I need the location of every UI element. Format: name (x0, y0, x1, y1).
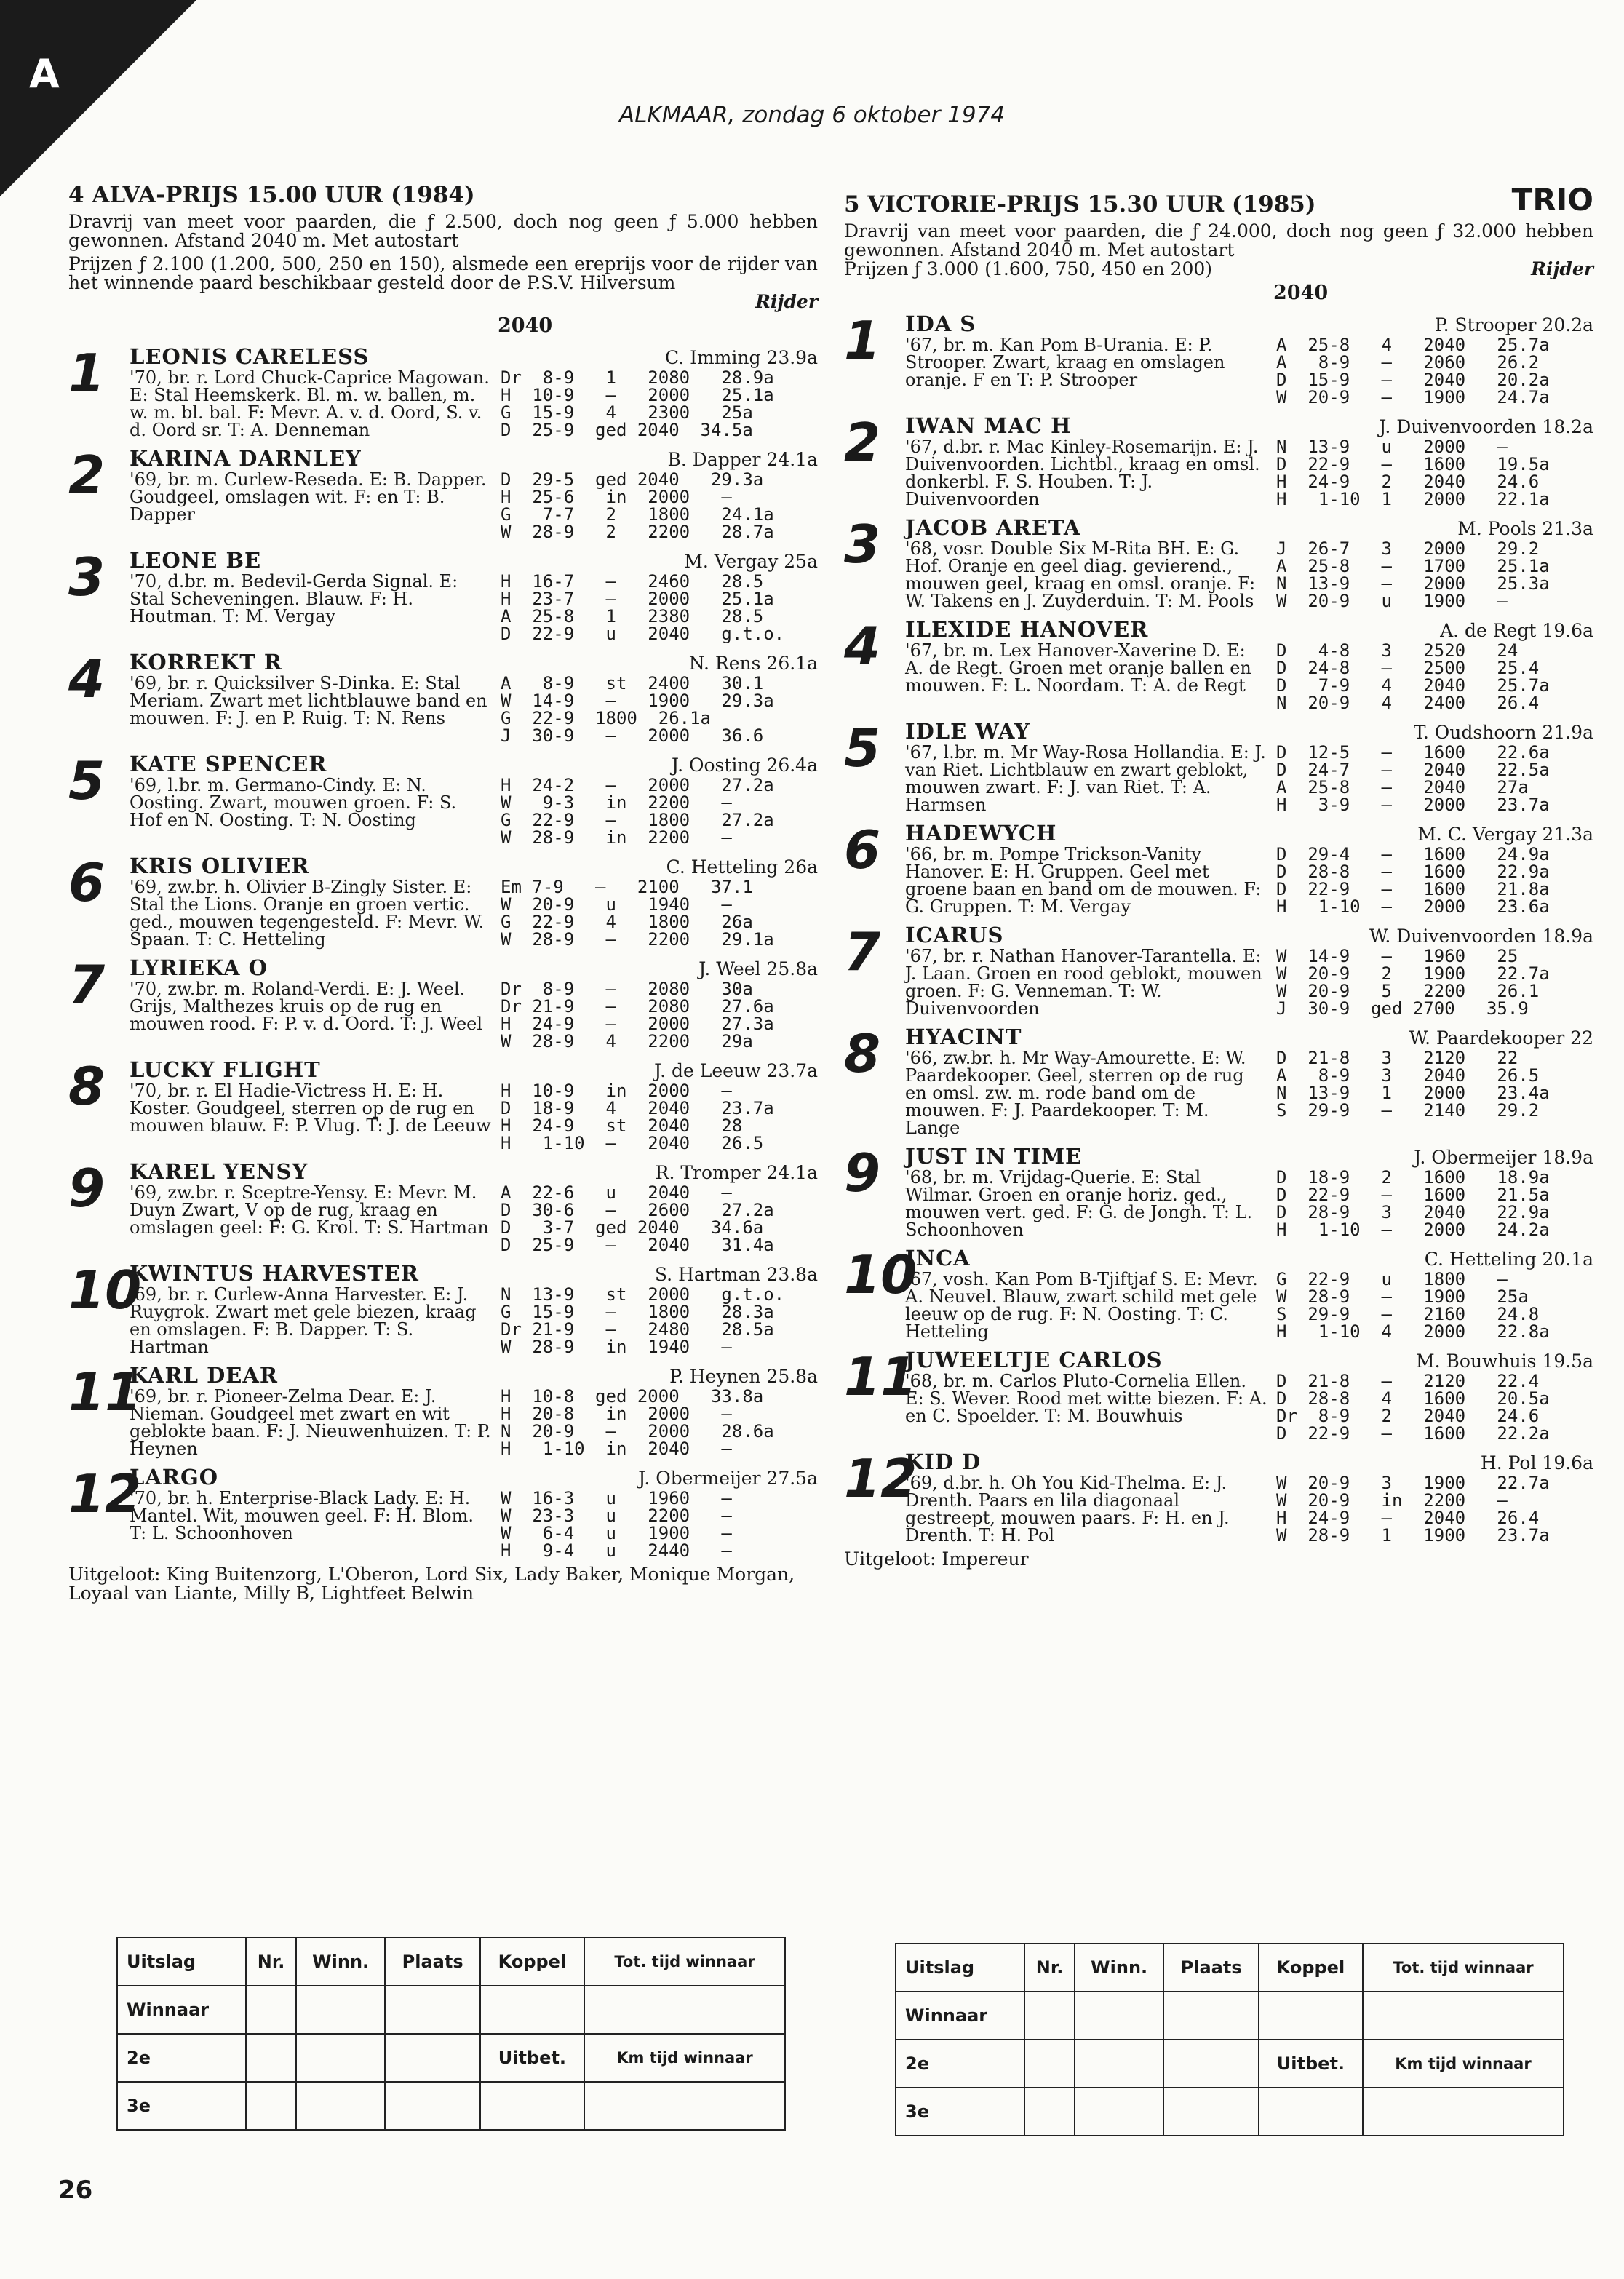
uitbet-label: Uitbet. (1259, 2040, 1363, 2088)
race-right (844, 182, 1593, 1569)
horse-name: KARINA DARNLEY (130, 446, 362, 471)
handwritten-cell (1363, 1992, 1564, 2040)
horse-entry (844, 719, 1593, 814)
race-conditions: Dravrij van meet voor paarden, die ƒ 2.500, doch nog geen ƒ 5.000 hebben gewonnen. Afstand 2040 m. Met autostart (68, 211, 818, 251)
horse-entry (844, 1144, 1593, 1238)
horse-driver: J. Weel 25.8a (698, 958, 818, 979)
horse-results: Em 7-9 — 2100 37.1 W 20-9 u 1940 — G 22-9 4 1800 26a W 28-9 — 2200 29.1a (501, 877, 774, 950)
handwritten-cell (1024, 1992, 1075, 2040)
race-title: 5 VICTORIE-PRIJS 15.30 UUR (1985) (844, 191, 1316, 218)
horse-number: 5 (68, 750, 106, 811)
horse-entry (844, 515, 1593, 610)
horse-number: 10 (68, 1260, 142, 1321)
rijder-label: Rijder (1531, 258, 1593, 279)
horse-results: W 20-9 3 1900 22.7a W 20-9 in 2200 — H 24-9 — 2040 26.4 W 28-9 1 1900 23.7a (1276, 1473, 1550, 1546)
horse-name: LUCKY FLIGHT (130, 1057, 321, 1082)
horse-driver: J. de Leeuw 23.7a (654, 1060, 818, 1081)
horse-results: N 13-9 st 2000 g.t.o. G 15-9 — 1800 28.3a Dr 21-9 — 2480 28.5a W 28-9 in 1940 — (501, 1284, 785, 1357)
horse-results: W 14-9 — 1960 25 W 20-9 2 1900 22.7a W 20-9 5 2200 26.1 J 30-9 ged 2700 35.9 (1276, 946, 1550, 1019)
race-prizes: Prijzen ƒ 3.000 (1.600, 750, 450 en 200) (844, 258, 1213, 279)
uitbet-label: Uitbet. (480, 2034, 584, 2082)
row-winnaar: Winnaar (896, 1992, 1024, 2040)
horse-driver: W. Paardekooper 22 (1409, 1027, 1593, 1049)
horse-description: '67, br. m. Kan Pom B-Urania. E: P. Strooper. Zwart, kraag en omslagen oranje. F en T: P. Strooper (905, 335, 1225, 390)
horse-results: Dr 8-9 1 2080 28.9a H 10-9 — 2000 25.1a G 15-9 4 2300 25a D 25-9 ged 2040 34.5a (501, 367, 774, 440)
row-3e: 3e (117, 2082, 246, 2130)
horse-results: D 21-8 3 2120 22 A 8-9 3 2040 26.5 N 13-9 1 2000 23.4a S 29-9 — 2140 29.2 (1276, 1048, 1550, 1121)
horse-number: 7 (68, 954, 106, 1015)
uitgeloot: Uitgeloot: King Buitenzorg, L'Oberon, Lord Six, Lady Baker, Monique Morgan, Loyaal van Liante, Milly B, Lightfeet Belwin (68, 1564, 795, 1604)
horse-name: KORREKT R (130, 650, 282, 675)
header-uitslag: Uitslag (896, 1944, 1024, 1992)
horse-results: Dr 8-9 — 2080 30a Dr 21-9 — 2080 27.6a H 24-9 — 2000 27.3a W 28-9 4 2200 29a (501, 979, 774, 1051)
horse-name: ILEXIDE HANOVER (905, 617, 1149, 642)
horse-description: '68, br. m. Vrijdag-Querie. E: Stal Wilmar. Groen en oranje horiz. ged., mouwen vert. ged. F: G. de Jongh. T: L. Schoonhoven (905, 1167, 1253, 1240)
horse-driver: T. Oudshoorn 21.9a (1413, 722, 1593, 743)
horse-results: A 8-9 st 2400 30.1 W 14-9 — 1900 29.3a G 22-9 1800 26.1a J 30-9 — 2000 36.6 (501, 673, 774, 746)
horse-description: '69, zw.br. h. Olivier B-Zingly Sister. E: Stal the Lions. Oranje en groen vertic. ged., mouwen tegengesteld. F: Mevr. W. Spaan. T: C. Hetteling (130, 877, 485, 950)
horse-name: KAREL YENSY (130, 1159, 309, 1184)
horse-entry (844, 1449, 1593, 1544)
horse-results: H 10-9 in 2000 — D 18-9 4 2040 23.7a H 24-9 st 2040 28 H 1-10 — 2040 26.5 (501, 1081, 774, 1153)
horse-description: '69, br. r. Pioneer-Zelma Dear. E: J. Nieman. Goudgeel met zwart en wit geblokte baan. F: J. Nieuwenhuizen. T: P. Heynen (130, 1386, 491, 1459)
horse-entry (844, 821, 1593, 915)
horse-driver: J. Oosting 26.4a (671, 755, 818, 776)
header-nr: Nr. (246, 1938, 296, 1986)
horse-number: 9 (68, 1158, 106, 1219)
distance: 2040 (1273, 282, 1329, 304)
horse-results: D 18-9 2 1600 18.9a D 22-9 — 1600 21.5a D 28-9 3 2040 22.9a H 1-10 — 2000 24.2a (1276, 1167, 1550, 1240)
horse-driver: J. Duivenvoorden 18.2a (1379, 416, 1593, 437)
header-winn: Winn. (296, 1938, 385, 1986)
horse-entry (68, 1363, 818, 1457)
horse-driver: R. Tromper 24.1a (655, 1162, 818, 1183)
horse-name: KRIS OLIVIER (130, 854, 310, 878)
rijder-label: Rijder (755, 291, 818, 312)
horse-entry (68, 548, 818, 643)
horse-entry (68, 955, 818, 1050)
header-koppel: Koppel (480, 1938, 584, 1986)
horse-driver: J. Obermeijer 18.9a (1414, 1147, 1593, 1168)
horse-name: JUWEELTJE CARLOS (905, 1348, 1163, 1372)
horse-number: 4 (844, 616, 881, 677)
horse-name: JACOB ARETA (905, 515, 1081, 540)
header-plaats: Plaats (385, 1938, 479, 1986)
horse-results: H 24-2 — 2000 27.2a W 9-3 in 2200 — G 22-9 — 1800 27.2a W 28-9 in 2200 — (501, 775, 774, 848)
horse-description: '69, br. m. Curlew-Reseda. E: B. Dapper. Goudgeel, omslagen wit. F: en T: B. Dapper (130, 469, 487, 525)
horse-driver: P. Strooper 20.2a (1434, 314, 1593, 335)
horse-results: H 10-8 ged 2000 33.8a H 20-8 in 2000 — N 20-9 — 2000 28.6a H 1-10 in 2040 — (501, 1386, 774, 1459)
horse-list (844, 311, 1593, 1544)
horse-driver: M. Bouwhuis 19.5a (1416, 1351, 1593, 1372)
horse-driver: J. Obermeijer 27.5a (638, 1468, 818, 1489)
horse-driver: N. Rens 26.1a (688, 653, 818, 674)
horse-description: '70, br. h. Enterprise-Black Lady. E: H. Mantel. Wit, mouwen geel. F: H. Blom. T: L. Schoonhoven (130, 1488, 474, 1543)
header-tot-tijd: Tot. tijd winnaar (1363, 1944, 1564, 1992)
horse-name: LEONIS CARELESS (130, 344, 370, 369)
horse-driver: M. Vergay 25a (684, 551, 818, 572)
horse-driver: P. Heynen 25.8a (669, 1366, 818, 1387)
horse-description: '67, l.br. m. Mr Way-Rosa Hollandia. E: J. van Riet. Lichtblauw en zwart geblokt, mouwen zwart. F: J. van Riet. T: A. Harmsen (905, 742, 1266, 815)
horse-entry (844, 413, 1593, 508)
race-left (68, 182, 818, 1603)
horse-results: A 25-8 4 2040 25.7a A 8-9 — 2060 26.2 D 15-9 — 2040 20.2a W 20-9 — 1900 24.7a (1276, 335, 1550, 407)
horse-name: HYACINT (905, 1025, 1022, 1049)
handwritten-cell (480, 1986, 584, 2034)
horse-name: INCA (905, 1246, 971, 1270)
horse-description: '69, l.br. m. Germano-Cindy. E: N. Oosting. Zwart, mouwen groen. F: S. Hof en N. Oosting. T: N. Oosting (130, 775, 457, 830)
row-winnaar: Winnaar (117, 1986, 246, 2034)
horse-entry (68, 1261, 818, 1356)
horse-driver: B. Dapper 24.1a (667, 449, 818, 470)
horse-driver: C. Hetteling 26a (666, 856, 818, 878)
horse-number: 11 (68, 1361, 142, 1423)
horse-name: KARL DEAR (130, 1363, 278, 1388)
handwritten-cell (584, 1986, 785, 2034)
horse-number: 11 (844, 1346, 918, 1407)
horse-number: 1 (844, 310, 881, 371)
page-header: ALKMAAR, zondag 6 oktober 1974 (618, 102, 1006, 128)
handwritten-cell (1024, 2040, 1075, 2088)
horse-entry (844, 311, 1593, 406)
page-number: 26 (58, 2176, 93, 2205)
horse-number: 3 (68, 546, 106, 608)
horse-number: 1 (68, 343, 106, 404)
horse-description: '70, zw.br. m. Roland-Verdi. E: J. Weel. Grijs, Malthezes kruis op de rug en mouwen rood. F: P. v. d. Oord. T: J. Weel (130, 979, 483, 1034)
horse-description: '69, zw.br. r. Sceptre-Yensy. E: Mevr. M. Duyn Zwart, V op de rug, kraag en omslagen geel: F: G. Krol. T: S. Hartman (130, 1182, 489, 1238)
horse-number: 6 (68, 852, 106, 913)
horse-results: D 29-4 — 1600 24.9a D 28-8 — 1600 22.9a D 22-9 — 1600 21.8a H 1-10 — 2000 23.6a (1276, 844, 1550, 917)
header-tot-tijd: Tot. tijd winnaar (584, 1938, 785, 1986)
handwritten-cell (1024, 2088, 1075, 2136)
horse-description: '70, br. r. Lord Chuck-Caprice Magowan. E: Stal Heemskerk. Bl. m. w. ballen, m. w. m. bl. bal. F: Mevr. A. v. d. Oord, S. v. d. Oord sr. T: A. Denneman (130, 367, 490, 440)
horse-name: KWINTUS HARVESTER (130, 1261, 420, 1286)
horse-driver: C. Imming 23.9a (664, 347, 818, 368)
horse-entry (68, 752, 818, 846)
horse-description: '69, br. r. Quicksilver S-Dinka. E: Stal Meriam. Zwart met lichtblauwe band en mouwen. F: J. en P. Ruig. T: N. Rens (130, 673, 487, 728)
horse-description: '70, d.br. m. Bedevil-Gerda Signal. E: Stal Scheveningen. Blauw. F: H. Houtman. T: M. Vergay (130, 571, 458, 627)
horse-entry (844, 1246, 1593, 1340)
horse-number: 8 (68, 1056, 106, 1117)
horse-description: '68, vosr. Double Six M-Rita BH. E: G. Hof. Oranje en geel diag. gevierend., mouwen geel, kraag en omsl. oranje. F: W. Takens en J. Zuyderduin. T: M. Pools (905, 538, 1256, 611)
horse-name: ICARUS (905, 923, 1004, 947)
horse-entry (844, 1348, 1593, 1442)
handwritten-cell (246, 2034, 296, 2082)
horse-description: '67, d.br. r. Mac Kinley-Rosemarijn. E: J. Duivenvoorden. Lichtbl., kraag en omsl. donkerbl. F. S. Houben. T: J. Duivenvoorden (905, 437, 1260, 509)
header-nr: Nr. (1024, 1944, 1075, 1992)
row-3e: 3e (896, 2088, 1024, 2136)
horse-name: IWAN MAC H (905, 413, 1072, 438)
horse-number: 4 (68, 648, 106, 709)
horse-entry (844, 1025, 1593, 1137)
horse-results: D 4-8 3 2520 24 D 24-8 — 2500 25.4 D 7-9 4 2040 25.7a N 20-9 4 2400 26.4 (1276, 640, 1550, 713)
horse-name: KID D (905, 1449, 982, 1474)
horse-description: '66, zw.br. h. Mr Way-Amourette. E: W. Paardekooper. Geel, sterren op de rug en omsl. zw. m. rode band om de mouwen. F: J. Paardekooper. T: M. Lange (905, 1048, 1246, 1138)
horse-results: D 21-8 — 2120 22.4 D 28-8 4 1600 20.5a Dr 8-9 2 2040 24.6 D 22-9 — 1600 22.2a (1276, 1371, 1550, 1444)
header-koppel: Koppel (1259, 1944, 1363, 1992)
horse-results: N 13-9 u 2000 — D 22-9 — 1600 19.5a H 24-9 2 2040 24.6 H 1-10 1 2000 22.1a (1276, 437, 1550, 509)
horse-list (68, 344, 818, 1559)
horse-name: LYRIEKA O (130, 955, 268, 980)
horse-results: W 16-3 u 1960 — W 23-3 u 2200 — W 6-4 u 1900 — H 9-4 u 2440 — (501, 1488, 732, 1561)
horse-description: '70, br. r. El Hadie-Victress H. E: H. Koster. Goudgeel, sterren op de rug en mouwen blauw. F: P. Vlug. T: J. de Leeuw (130, 1081, 491, 1136)
race-prizes: Prijzen ƒ 2.100 (1.200, 500, 250 en 150), alsmede een ereprijs voor de rijder van het winnende paard beschikbaar gesteld door de P.S.V. Hilversum (68, 253, 818, 293)
horse-entry (844, 617, 1593, 712)
horse-description: '68, br. m. Carlos Pluto-Cornelia Ellen. E: S. Wever. Rood met witte biezen. F: A. en C. Spoelder. T: M. Bouwhuis (905, 1371, 1267, 1426)
horse-driver: M. C. Vergay 21.3a (1417, 824, 1593, 845)
horse-entry (68, 344, 818, 439)
horse-entry (68, 1159, 818, 1254)
distance: 2040 (498, 314, 553, 337)
horse-results: A 22-6 u 2040 — D 30-6 — 2600 27.2a D 3-7 ged 2040 34.6a D 25-9 — 2040 31.4a (501, 1182, 774, 1255)
horse-entry (68, 650, 818, 744)
horse-entry (844, 923, 1593, 1017)
horse-entry (68, 446, 818, 541)
horse-number: 6 (844, 819, 881, 880)
horse-driver: M. Pools 21.3a (1457, 518, 1593, 539)
horse-description: '67, br. m. Lex Hanover-Xaverine D. E: A. de Regt. Groen met oranje ballen en mouwen. F: L. Noordam. T: A. de Regt (905, 640, 1251, 696)
horse-number: 12 (68, 1463, 142, 1524)
horse-driver: H. Pol 19.6a (1480, 1452, 1593, 1473)
horse-number: 10 (844, 1244, 918, 1305)
horse-description: '67, br. r. Nathan Hanover-Tarantella. E: J. Laan. Groen en rood geblokt, mouwen groen. F: G. Venneman. T: W. Duivenvoorden (905, 946, 1262, 1019)
horse-name: KATE SPENCER (130, 752, 327, 776)
horse-name: LARGO (130, 1465, 219, 1489)
horse-description: '69, br. r. Curlew-Anna Harvester. E: J. Ruygrok. Zwart met gele biezen, kraag en omslagen. F: B. Dapper. T: S. Hartman (130, 1284, 477, 1357)
header-uitslag: Uitslag (117, 1938, 246, 1986)
horse-description: '66, br. m. Pompe Trickson-Vanity Hanover. E: H. Gruppen. Geel met groene baan en band om de mouwen. F: G. Gruppen. T: M. Vergay (905, 844, 1262, 917)
result-table-left (116, 1937, 786, 2131)
horse-driver: C. Hetteling 20.1a (1424, 1249, 1593, 1270)
horse-results: J 26-7 3 2000 29.2 A 25-8 — 1700 25.1a N 13-9 — 2000 25.3a W 20-9 u 1900 — (1276, 538, 1550, 611)
handwritten-cell (246, 1986, 296, 2034)
horse-name: LEONE BE (130, 548, 262, 573)
uitgeloot: Uitgeloot: Impereur (844, 1548, 1029, 1570)
horse-driver: W. Duivenvoorden 18.9a (1369, 926, 1593, 947)
race-conditions: Dravrij van meet voor paarden, die ƒ 24.000, doch nog geen ƒ 32.000 hebben gewonnen. Afstand 2040 m. Met autostart (844, 220, 1593, 260)
horse-number: 2 (844, 412, 881, 473)
header-winn: Winn. (1075, 1944, 1163, 1992)
corner-letter: A (29, 51, 60, 97)
horse-number: 9 (844, 1142, 881, 1204)
horse-number: 3 (844, 514, 881, 575)
horse-entry (68, 1465, 818, 1559)
horse-number: 2 (68, 445, 106, 506)
km-tijd-label: Km tijd winnaar (1363, 2040, 1564, 2088)
horse-results: G 22-9 u 1800 — W 28-9 — 1900 25a S 29-9 — 2160 24.8 H 1-10 4 2000 22.8a (1276, 1269, 1550, 1342)
horse-number: 7 (844, 921, 881, 982)
row-2e: 2e (896, 2040, 1024, 2088)
horse-number: 8 (844, 1023, 881, 1084)
handwritten-cell (246, 2082, 296, 2130)
horse-driver: S. Hartman 23.8a (654, 1264, 818, 1285)
horse-number: 5 (844, 717, 881, 779)
row-2e: 2e (117, 2034, 246, 2082)
horse-driver: A. de Regt 19.6a (1440, 620, 1593, 641)
km-tijd-label: Km tijd winnaar (584, 2034, 785, 2082)
corner-tab (0, 0, 196, 196)
horse-results: D 29-5 ged 2040 29.3a H 25-6 in 2000 — G 7-7 2 1800 24.1a W 28-9 2 2200 28.7a (501, 469, 774, 542)
horse-number: 12 (844, 1448, 918, 1509)
horse-name: IDLE WAY (905, 719, 1030, 744)
trio-label: TRIO (1511, 182, 1593, 218)
horse-entry (68, 1057, 818, 1152)
horse-entry (68, 854, 818, 948)
result-table-right (895, 1943, 1564, 2136)
handwritten-cell (1259, 1992, 1363, 2040)
horse-description: '67, vosh. Kan Pom B-Tjiftjaf S. E: Mevr. A. Neuvel. Blauw, zwart schild met gele leeuw op de rug. F: N. Oosting. T: C. Hetteling (905, 1269, 1258, 1342)
horse-results: D 12-5 — 1600 22.6a D 24-7 — 2040 22.5a A 25-8 — 2040 27a H 3-9 — 2000 23.7a (1276, 742, 1550, 815)
horse-results: H 16-7 — 2460 28.5 H 23-7 — 2000 25.1a A 25-8 1 2380 28.5 D 22-9 u 2040 g.t.o. (501, 571, 785, 644)
race-title: 4 ALVA-PRIJS 15.00 UUR (1984) (68, 182, 475, 208)
horse-name: IDA S (905, 311, 976, 336)
horse-description: '69, d.br. h. Oh You Kid-Thelma. E: J. Drenth. Paars en lila diagonaal gestreept, mouwen paars. F: H. en J. Drenth. T: H. Pol (905, 1473, 1230, 1546)
horse-name: JUST IN TIME (905, 1144, 1083, 1169)
header-plaats: Plaats (1163, 1944, 1258, 1992)
horse-name: HADEWYCH (905, 821, 1057, 846)
